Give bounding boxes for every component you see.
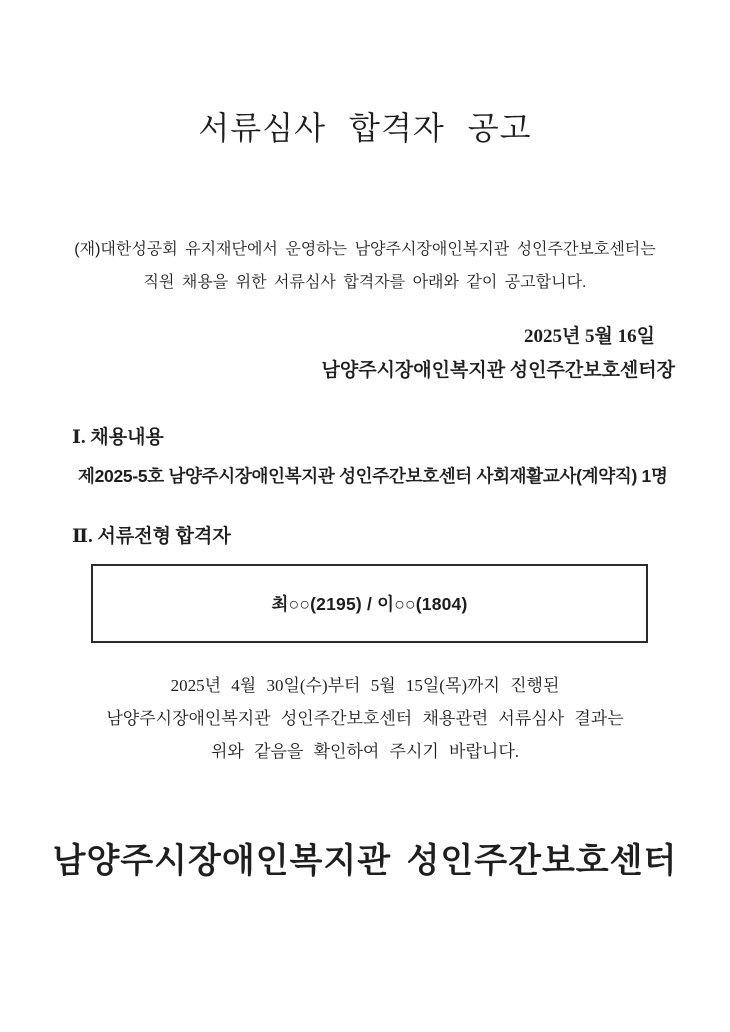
section-1-heading: Ⅰ. 채용내용 bbox=[72, 427, 164, 448]
announcement-date: 2025년 5월 16일 bbox=[523, 326, 655, 347]
intro-line-2: 직원 채용을 위한 서류심사 합격자를 아래와 같이 공고합니다. bbox=[143, 274, 587, 291]
page-title: 서류심사 합격자 공고 bbox=[198, 110, 532, 146]
signer-name: 남양주시장애인복지관 성인주간보호센터장 bbox=[321, 360, 675, 381]
closing-line-3: 위와 같음을 확인하여 주시기 바랍니다. bbox=[210, 742, 519, 761]
closing-paragraph bbox=[0, 669, 730, 768]
intro-line-1: (재)대한성공회 유지재단에서 운영하는 남양주시장애인복지관 성인주간보호센터는 bbox=[74, 241, 656, 258]
closing-line-1: 2025년 4월 30일(수)부터 5월 15일(목)까지 진행된 bbox=[170, 676, 560, 695]
closing-line-2: 남양주시장애인복지관 성인주간보호센터 채용관련 서류심사 결과는 bbox=[106, 709, 624, 728]
section-2-heading: Ⅱ. 서류전형 합격자 bbox=[72, 526, 231, 547]
date-signature-block bbox=[322, 320, 675, 388]
passers-box bbox=[91, 564, 648, 643]
footer-org-name: 남양주시장애인복지관 성인주간보호센터 bbox=[52, 843, 678, 880]
section-1-content: 제2025-5호 남양주시장애인복지관 성인주간보호센터 사회재활교사(계약직) 1명 bbox=[78, 466, 668, 486]
passers-list: 최○○(2195) / 이○○(1804) bbox=[271, 594, 468, 614]
intro-paragraph bbox=[0, 233, 730, 299]
